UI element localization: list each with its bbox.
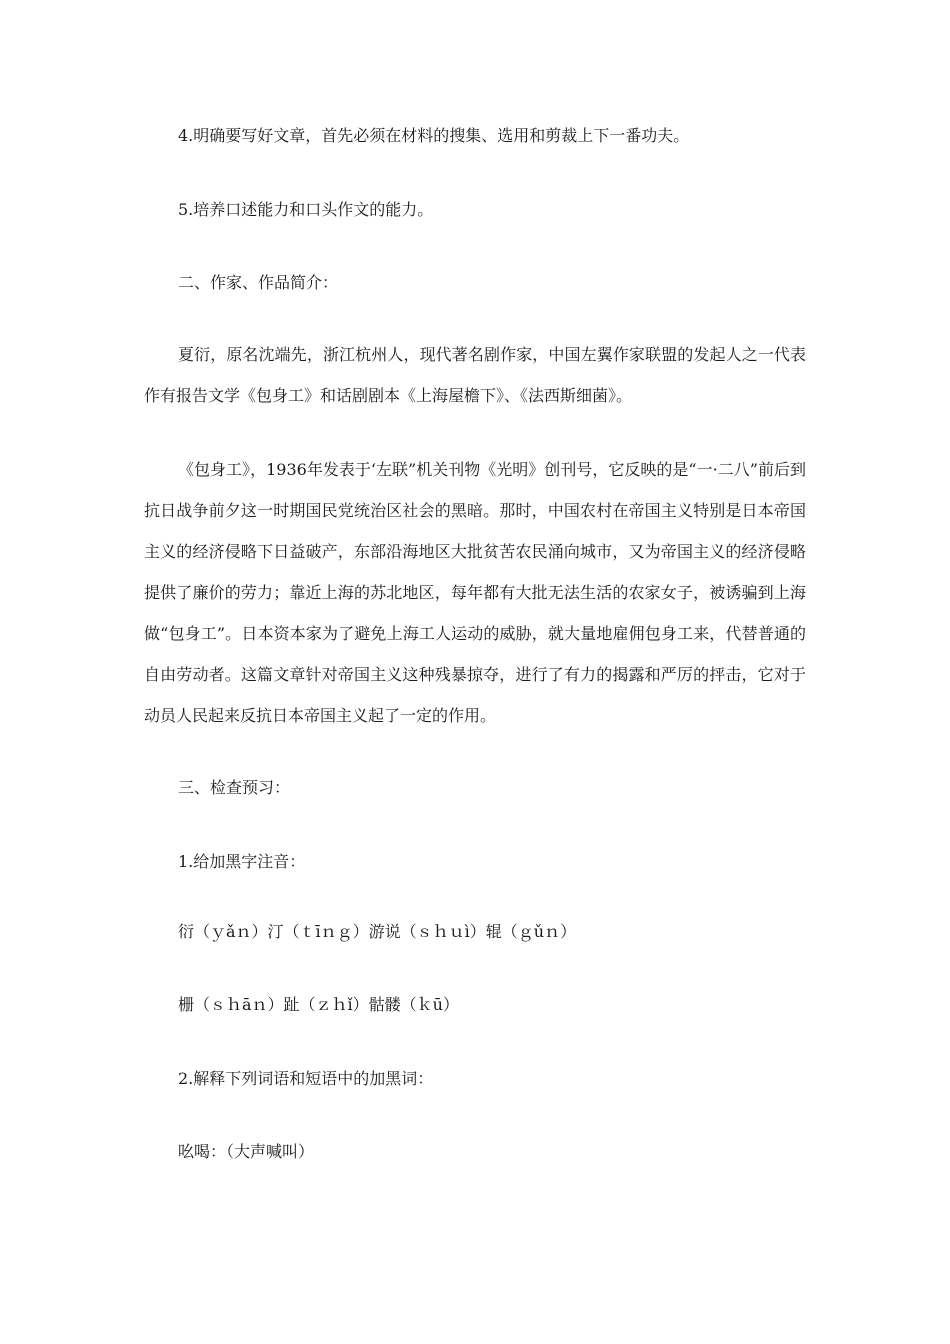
objective-item-4: 4.明确要写好文章，首先必须在材料的搜集、选用和剪裁上下一番功夫。 xyxy=(178,126,690,145)
objective-item-5: 5.培养口述能力和口头作文的能力。 xyxy=(178,200,434,219)
preview-item-2: 2.解释下列词语和短语中的加黑词： xyxy=(178,1069,434,1088)
pinyin-line-2: 栅（ｓｈāｎ）趾（ｚｈǐ）骷髅（ｋū） xyxy=(178,995,459,1014)
author-intro-paragraph: 夏衍，原名沈端先，浙江杭州人，现代著名剧作家，中国左翼作家联盟的发起人之一代表作有报告文学《包身工》和话剧剧本《上海屋檐下》、《法西斯细菌》。 xyxy=(144,345,806,405)
section-heading-preview: 三、检查预习： xyxy=(178,778,291,797)
term-definition-1: 吆喝：（大声喊叫） xyxy=(178,1142,315,1161)
pinyin-line-1: 衍（ｙǎｎ）汀（ｔīｎｇ）游说（ｓｈｕì）辊（ｇǔｎ） xyxy=(178,922,577,941)
section-heading-author: 二、作家、作品简介： xyxy=(178,273,339,292)
work-intro-paragraph: 《包身工》，1936年发表于‘左联”机关刊物《光明》创刊号，它反映的是“一·二八”前后到抗日战争前夕这一时期国民党统治区社会的黑暗。那时，中国农村在帝国主义特别是日本帝国主义的经济侵略下日益破产，东部沿海地区大批贫苦农民涌向城市，又为帝国主义的经济侵略提供了廉价的劳力；靠近上海的苏北地区，每年都有大批无法生活的农家女子，被诱骗到上海做“包身工”。日本资本家为了避免上海工人运动的威胁，就大量地雇佣包身工来，代替普通的自由劳动者。这篇文章针对帝国主义这种残暴掠夺，进行了有力的揭露和严厉的抨击，它对于动员人民起来反抗日本帝国主义起了一定的作用。 xyxy=(144,460,806,725)
preview-item-1: 1.给加黑字注音： xyxy=(178,852,306,871)
